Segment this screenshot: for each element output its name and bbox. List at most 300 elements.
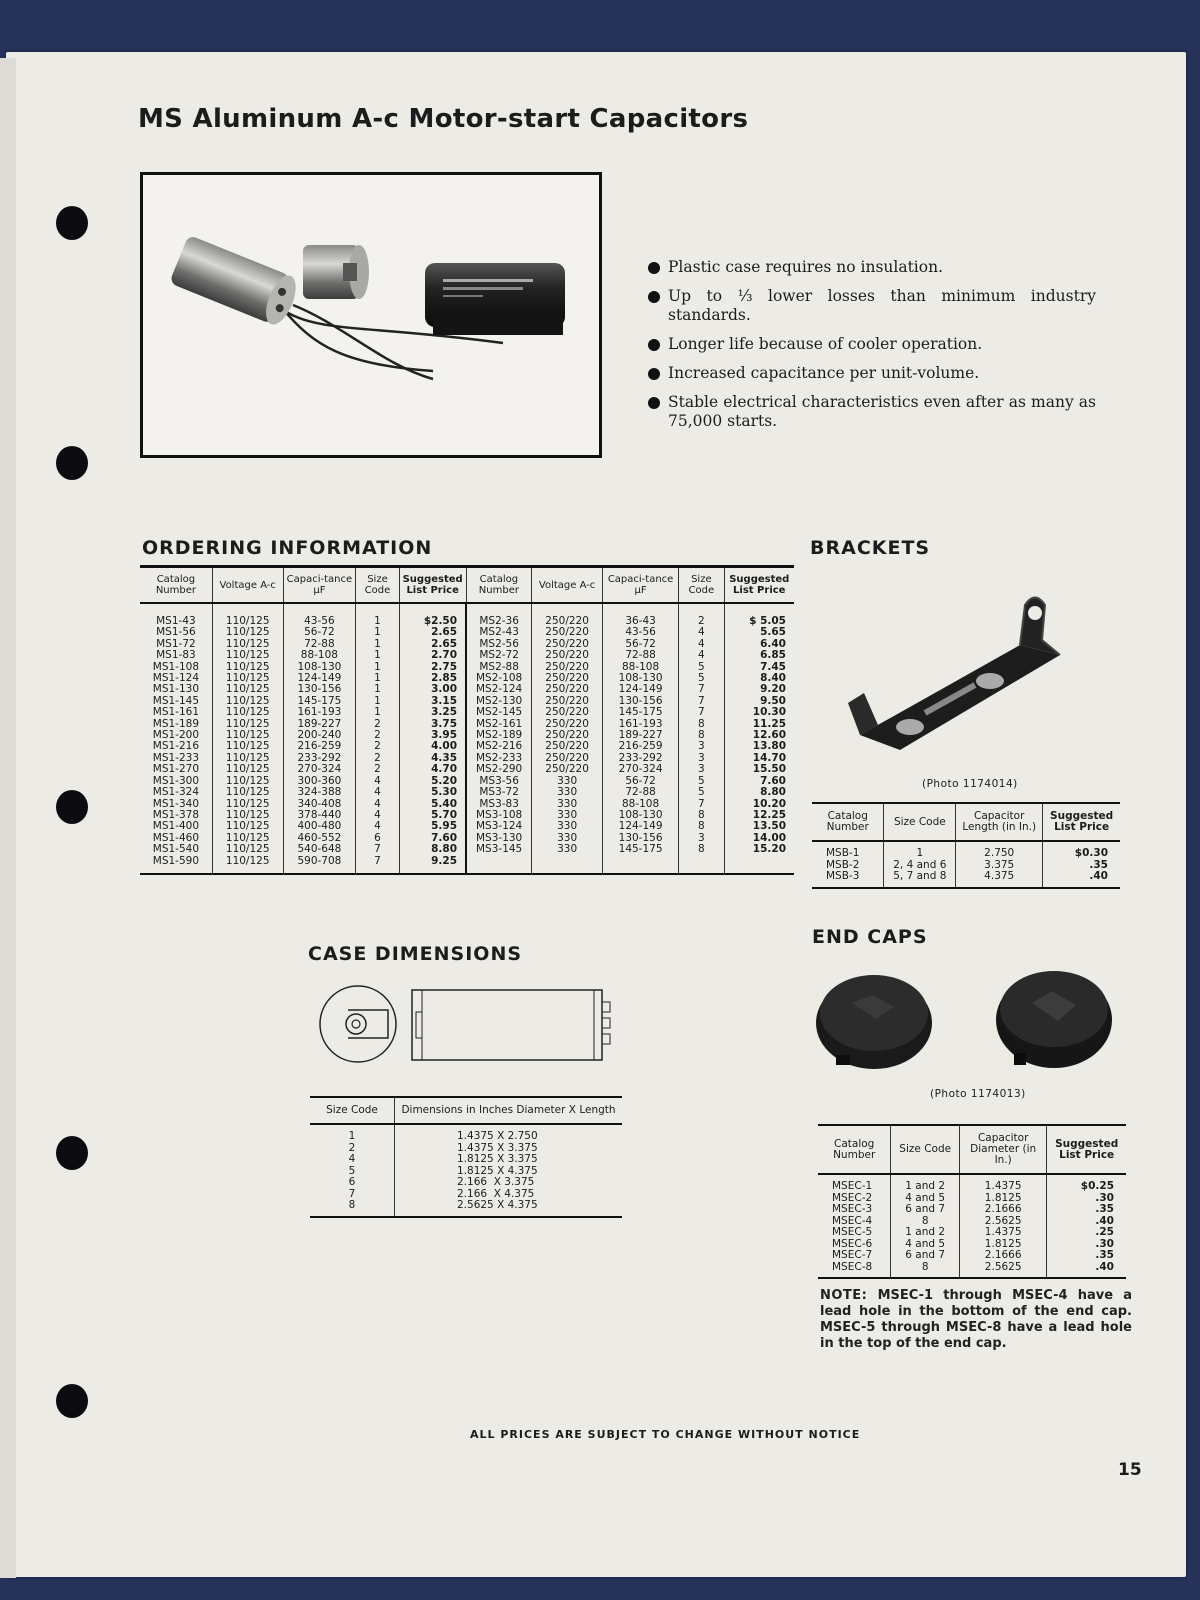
table-cell: 2.65 [399, 639, 466, 650]
table-cell: 300-360 [283, 776, 356, 787]
table-cell: 110/125 [212, 810, 283, 821]
table-cell: MS2-124 [466, 684, 532, 695]
end-caps-photo-caption: (Photo 1174013) [930, 1088, 1026, 1100]
table-cell: 1 [356, 673, 400, 684]
table-cell: 15.20 [724, 844, 794, 855]
table-cell: 250/220 [532, 639, 603, 650]
table-cell: MS3-83 [466, 799, 532, 810]
table-cell: MS1-324 [152, 786, 200, 799]
table-cell: 56-72 [283, 627, 356, 638]
table-cell: MSEC-7 [832, 1249, 873, 1261]
table-cell: 110/125 [212, 741, 283, 752]
col-header: Capacitor Diameter (in In.) [960, 1125, 1047, 1174]
table-cell: MS2-233 [466, 753, 532, 764]
table-cell: MS1-130 [152, 683, 200, 696]
table-cell: MS1-124 [152, 672, 200, 685]
table-cell: 14.70 [724, 753, 794, 764]
table-cell: 189-227 [602, 730, 678, 741]
table-cell: 1 [356, 627, 400, 638]
table-cell: 110/125 [212, 684, 283, 695]
table-cell: 12.25 [724, 810, 794, 821]
table-cell: 233-292 [602, 753, 678, 764]
table-cell: 1 [348, 1130, 356, 1142]
table-cell: 110/125 [212, 639, 283, 650]
table-cell: 9.20 [724, 684, 794, 695]
table-cell: MS1-590 [140, 856, 212, 874]
table-cell: 110/125 [212, 776, 283, 787]
table-cell: .40 [1047, 1262, 1126, 1279]
feature-item: Increased capacitance per unit-volume. [648, 364, 1096, 383]
table-cell: 3.25 [399, 707, 466, 718]
table-cell: 8 [679, 730, 724, 741]
table-cell: 145-175 [602, 707, 678, 718]
table-cell: 2.1666 [960, 1204, 1047, 1216]
binder-hole [56, 446, 88, 480]
table-cell: MSEC-1 [832, 1180, 873, 1192]
table-cell: 6 [348, 1176, 356, 1188]
table-cell: 4.70 [399, 764, 466, 775]
table-row [812, 841, 1120, 860]
table-cell: 2.750 [956, 841, 1043, 860]
table-cell: 5.95 [399, 821, 466, 832]
table-cell: 7 [356, 844, 400, 855]
table-cell: 7.60 [399, 833, 466, 844]
table-cell: 9.50 [724, 696, 794, 707]
table-row [140, 764, 794, 775]
table-cell: 12.60 [724, 730, 794, 741]
col-header: Suggested List Price [724, 567, 794, 604]
table-cell: 56-72 [602, 776, 678, 787]
table-cell: 56-72 [602, 639, 678, 650]
table-cell: 8 [891, 1216, 960, 1228]
table-cell: 8.40 [724, 673, 794, 684]
table-cell: MS3-145 [466, 844, 532, 855]
table-cell: 2 [356, 719, 400, 730]
table-cell: 330 [532, 787, 603, 798]
feature-item: Longer life because of cooler operation. [648, 335, 1096, 354]
table-cell: 124-149 [283, 673, 356, 684]
col-header: Size Code [310, 1097, 395, 1124]
table-cell: 4 [356, 776, 400, 787]
table-cell: 2.5625 [960, 1262, 1047, 1279]
table-cell: MS1-400 [152, 820, 200, 833]
table-cell: 1.8125 X 4.375 [395, 1166, 623, 1178]
table-cell: 124-149 [602, 684, 678, 695]
table-cell: 5.65 [724, 627, 794, 638]
end-caps-illustration [814, 965, 1124, 1080]
table-cell [602, 856, 678, 874]
table-cell: 110/125 [212, 673, 283, 684]
table-cell: 8 [679, 810, 724, 821]
table-cell: 4 [356, 787, 400, 798]
ordering-rows [140, 603, 794, 874]
table-cell: 330 [532, 844, 603, 855]
binder-hole [56, 206, 88, 240]
table-cell: MS2-189 [466, 730, 532, 741]
table-cell: 4 [356, 810, 400, 821]
table-cell: 7 [679, 799, 724, 810]
table-cell: MS1-378 [152, 808, 200, 821]
table-cell: 378-440 [283, 810, 356, 821]
binder-hole [56, 1136, 88, 1170]
table-cell: MS1-270 [152, 763, 200, 776]
table-cell: 4 [356, 821, 400, 832]
col-header: Size Code [356, 567, 400, 604]
table-cell: 330 [532, 810, 603, 821]
table-cell: 4.35 [399, 753, 466, 764]
table-cell: 1 and 2 [891, 1227, 960, 1239]
table-cell [466, 856, 532, 874]
table-cell: 88-108 [283, 650, 356, 661]
page-title: MS Aluminum A-c Motor-start Capacitors [138, 104, 749, 134]
table-cell: MS1-43 [156, 615, 196, 627]
table-cell: 145-175 [602, 844, 678, 855]
table-cell: MS1-540 [152, 843, 200, 856]
table-cell: 3.00 [399, 684, 466, 695]
table-cell: MSEC-2 [832, 1191, 873, 1204]
col-header: Capaci-tance µF [602, 567, 678, 604]
brackets-rows [812, 841, 1120, 888]
table-cell: $0.25 [1047, 1174, 1126, 1193]
table-row [310, 1177, 622, 1189]
table-cell: 324-388 [283, 787, 356, 798]
table-cell: 15.50 [724, 764, 794, 775]
table-cell: .40 [1047, 1216, 1126, 1228]
table-cell: MS1-56 [156, 626, 196, 639]
table-cell: 14.00 [724, 833, 794, 844]
end-caps-heading: END CAPS [812, 926, 928, 948]
table-cell: 110/125 [212, 650, 283, 661]
table-cell: 5.70 [399, 810, 466, 821]
table-cell: 2.65 [399, 627, 466, 638]
table-cell: 2.70 [399, 650, 466, 661]
table-cell: 3.95 [399, 730, 466, 741]
table-cell: MS2-88 [466, 662, 532, 673]
table-cell: 540-648 [283, 844, 356, 855]
feature-item: Up to ⅓ lower losses than minimum industry standards. [648, 287, 1096, 325]
table-cell: 110/125 [212, 719, 283, 730]
table-cell: .25 [1047, 1227, 1126, 1239]
col-header: Catalog Number [466, 567, 532, 604]
table-cell: MSEC-5 [832, 1226, 873, 1238]
table-cell: 110/125 [212, 833, 283, 844]
table-cell: MS1-233 [152, 751, 200, 764]
table-cell: 110/125 [212, 696, 283, 707]
col-header: Catalog Number [140, 567, 212, 604]
capacitor-illustration [143, 175, 599, 455]
table-row [310, 1200, 622, 1217]
table-cell: MS2-72 [466, 650, 532, 661]
table-cell: 108-130 [602, 673, 678, 684]
table-cell: MSEC-4 [832, 1214, 873, 1227]
col-header: Capaci-tance µF [283, 567, 356, 604]
table-cell: MS2-290 [466, 764, 532, 775]
feature-list [648, 258, 1096, 441]
table-cell: 2.166 X 4.375 [395, 1189, 623, 1201]
case-dimensions-heading: CASE DIMENSIONS [308, 943, 523, 965]
table-cell: 1 [356, 650, 400, 661]
table-cell: MS1-340 [152, 797, 200, 810]
table-cell: 72-88 [283, 639, 356, 650]
case-dimensions-rows [310, 1124, 622, 1217]
col-header: Suggested List Price [1043, 803, 1120, 841]
end-caps-rows [818, 1174, 1126, 1278]
col-header: Catalog Number [818, 1125, 891, 1174]
table-cell: 3 [679, 833, 724, 844]
table-cell: 110/125 [212, 616, 283, 627]
table-cell: 1.8125 [960, 1239, 1047, 1251]
table-cell: 11.25 [724, 719, 794, 730]
table-cell: 330 [532, 776, 603, 787]
binder-hole [56, 1384, 88, 1418]
col-header: Dimensions in Inches Diameter X Length [395, 1097, 623, 1124]
table-cell: MS3-56 [466, 776, 532, 787]
table-cell: 1 [356, 662, 400, 673]
table-cell: MS3-108 [466, 810, 532, 821]
table-cell: 13.80 [724, 741, 794, 752]
table-cell: 6 and 7 [891, 1204, 960, 1216]
table-cell: 8.80 [399, 844, 466, 855]
table-row [818, 1174, 1126, 1193]
table-cell: 8 [679, 821, 724, 832]
table-cell: 4 [348, 1153, 356, 1165]
table-row [818, 1250, 1126, 1262]
table-cell: 7 [348, 1187, 356, 1200]
table-cell: 8.80 [724, 787, 794, 798]
case-dimensions-table [310, 1096, 622, 1218]
table-row [310, 1154, 622, 1166]
table-cell: 460-552 [283, 833, 356, 844]
table-cell: 6 and 7 [891, 1250, 960, 1262]
table-cell: MSEC-3 [832, 1203, 873, 1215]
table-cell: 4 [679, 650, 724, 661]
table-cell: 250/220 [532, 719, 603, 730]
table-cell: 8 [310, 1200, 395, 1217]
table-cell: 250/220 [532, 764, 603, 775]
table-cell: 6.85 [724, 650, 794, 661]
table-cell: 110/125 [212, 856, 283, 874]
table-cell: 340-408 [283, 799, 356, 810]
table-cell: 110/125 [212, 799, 283, 810]
note-text: MSEC-1 through MSEC-4 have a lead hole in the bottom of the end cap. MSEC-5 through MSEC-8 have a lead hole in the top of the end cap. [820, 1288, 1132, 1351]
table-cell: 4 and 5 [891, 1193, 960, 1205]
note-label: NOTE: [820, 1288, 868, 1303]
table-cell: 250/220 [532, 650, 603, 661]
table-cell: 145-175 [283, 696, 356, 707]
col-header: Catalog Number [812, 803, 884, 841]
table-cell: 1 [356, 639, 400, 650]
table-cell: MS2-161 [466, 719, 532, 730]
table-cell: .35 [1047, 1250, 1126, 1262]
table-cell [724, 856, 794, 874]
table-cell: 7 [679, 696, 724, 707]
bracket-photo [830, 585, 1080, 765]
table-cell: 130-156 [602, 833, 678, 844]
table-cell: 330 [532, 799, 603, 810]
table-cell: 6 [356, 833, 400, 844]
table-cell: 5.40 [399, 799, 466, 810]
table-cell: $0.30 [1043, 841, 1120, 860]
table-cell: .35 [1047, 1204, 1126, 1216]
table-cell: 124-149 [602, 821, 678, 832]
table-cell: 7.45 [724, 662, 794, 673]
table-cell: 2.5625 [960, 1216, 1047, 1228]
col-header: Voltage A-c [532, 567, 603, 604]
table-cell: MS1-83 [156, 649, 196, 662]
table-cell: 110/125 [212, 764, 283, 775]
table-cell: 110/125 [212, 844, 283, 855]
table-cell: 43-56 [283, 616, 356, 627]
table-cell: MS2-216 [466, 741, 532, 752]
table-cell: 250/220 [532, 707, 603, 718]
col-header: Size Code [884, 803, 956, 841]
table-cell: 216-259 [602, 741, 678, 752]
table-row [140, 787, 794, 798]
table-cell: 108-130 [602, 810, 678, 821]
table-cell: MS1-145 [152, 694, 200, 707]
table-cell: MSB-1 [826, 847, 860, 859]
table-cell: .30 [1047, 1193, 1126, 1205]
table-cell: 2 [356, 741, 400, 752]
table-cell: 3 [679, 764, 724, 775]
table-cell: MS3-130 [466, 833, 532, 844]
table-cell: 110/125 [212, 753, 283, 764]
table-cell: 10.20 [724, 799, 794, 810]
table-cell: 8 [891, 1262, 960, 1279]
table-cell: MS2-145 [466, 707, 532, 718]
table-cell: 2 [679, 616, 724, 627]
table-cell [532, 856, 603, 874]
end-caps-note [820, 1288, 1132, 1352]
table-cell: 330 [532, 821, 603, 832]
table-cell: 88-108 [602, 662, 678, 673]
table-cell: 1 [884, 841, 956, 860]
table-cell: $ 5.05 [724, 616, 794, 627]
table-cell: MS2-36 [466, 616, 532, 627]
table-cell: 110/125 [212, 627, 283, 638]
table-cell: 250/220 [532, 673, 603, 684]
table-cell: MS2-108 [466, 673, 532, 684]
table-row [818, 1204, 1126, 1216]
table-cell: 10.30 [724, 707, 794, 718]
table-cell: MS3-72 [466, 787, 532, 798]
table-cell: 250/220 [532, 616, 603, 627]
table-cell: 2 [348, 1141, 356, 1154]
table-cell: 8 [679, 719, 724, 730]
table-cell: MS1-108 [152, 660, 200, 673]
table-row [140, 844, 794, 855]
table-cell: 3 [679, 753, 724, 764]
table-cell: MSEC-6 [832, 1237, 873, 1250]
bracket-illustration [830, 585, 1080, 765]
table-cell: .35 [1043, 860, 1120, 872]
end-caps-table [818, 1124, 1126, 1279]
table-cell: 5, 7 and 8 [884, 871, 956, 888]
table-cell: MS1-189 [152, 717, 200, 730]
col-header: Voltage A-c [212, 567, 283, 604]
table-cell: 7 [679, 707, 724, 718]
table-cell [679, 856, 724, 874]
table-cell: 1.8125 [960, 1193, 1047, 1205]
table-row [812, 871, 1120, 888]
case-outline-illustration [318, 982, 618, 1068]
table-cell: 3.75 [399, 719, 466, 730]
table-cell: 3 [679, 741, 724, 752]
bracket-photo-caption: (Photo 1174014) [922, 778, 1018, 790]
table-cell: 2.5625 X 4.375 [395, 1200, 623, 1217]
table-cell: MS2-130 [466, 696, 532, 707]
table-cell: MS2-43 [466, 627, 532, 638]
table-cell: MS1-72 [156, 637, 196, 650]
table-cell: 1 [356, 707, 400, 718]
table-cell: 72-88 [602, 787, 678, 798]
table-row [310, 1124, 622, 1143]
table-cell: 4.375 [956, 871, 1043, 888]
table-cell: 590-708 [283, 856, 356, 874]
binder-hole [56, 790, 88, 824]
table-cell: 2.85 [399, 673, 466, 684]
table-row [140, 707, 794, 718]
table-cell: 1 [356, 696, 400, 707]
table-cell: 4.00 [399, 741, 466, 752]
table-cell: 2 [356, 730, 400, 741]
table-cell: 233-292 [283, 753, 356, 764]
table-row [818, 1262, 1126, 1279]
table-cell: 110/125 [212, 787, 283, 798]
col-header: Size Code [891, 1125, 960, 1174]
table-cell: MS3-124 [466, 821, 532, 832]
table-cell: MS1-200 [152, 729, 200, 742]
table-row [140, 650, 794, 661]
table-cell: 110/125 [212, 730, 283, 741]
table-cell: 400-480 [283, 821, 356, 832]
table-cell: 110/125 [212, 662, 283, 673]
page-number: 15 [1118, 1460, 1142, 1480]
table-cell: 5 [348, 1164, 356, 1177]
table-cell: 250/220 [532, 753, 603, 764]
table-cell: 1.4375 X 2.750 [395, 1124, 623, 1143]
table-cell: 4 [679, 639, 724, 650]
table-cell: 250/220 [532, 684, 603, 695]
table-cell: 7 [679, 684, 724, 695]
table-cell: 2 [356, 764, 400, 775]
brackets-heading: BRACKETS [810, 537, 931, 559]
table-cell: MS1-216 [152, 740, 200, 753]
table-cell: MS1-161 [152, 706, 200, 719]
ordering-heading: ORDERING INFORMATION [142, 537, 433, 559]
table-cell: 5 [679, 673, 724, 684]
table-cell: 5.20 [399, 776, 466, 787]
table-cell: 5 [679, 787, 724, 798]
feature-item: Stable electrical characteristics even after as many as 75,000 starts. [648, 393, 1096, 431]
table-cell: MS1-300 [152, 774, 200, 787]
table-cell: 1 [356, 616, 400, 627]
col-header: Capacitor Length (in In.) [956, 803, 1043, 841]
table-cell: 2.166 X 3.375 [395, 1177, 623, 1189]
table-cell: 1 and 2 [891, 1174, 960, 1193]
table-row [140, 821, 794, 832]
feature-item: Plastic case requires no insulation. [648, 258, 1096, 277]
col-header: Suggested List Price [399, 567, 466, 604]
table-cell: 1.4375 [960, 1227, 1047, 1239]
table-cell: 200-240 [283, 730, 356, 741]
table-cell: $2.50 [399, 616, 466, 627]
table-cell: 250/220 [532, 662, 603, 673]
table-cell: 108-130 [283, 662, 356, 673]
table-cell: 3.15 [399, 696, 466, 707]
table-cell: 7 [356, 856, 400, 874]
table-cell: 5 [679, 662, 724, 673]
